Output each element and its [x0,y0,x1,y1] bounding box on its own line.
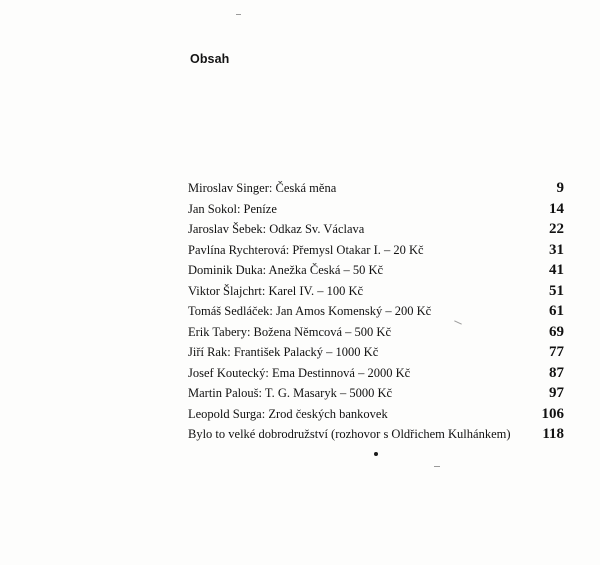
toc-entry-title: Josef Koutecký: Ema Destinnová – 2000 Kč [188,365,411,380]
toc-entry-page: 22 [549,221,564,237]
toc-entry-title: Erik Tabery: Božena Němcová – 500 Kč [188,324,391,339]
toc-entry-page: 61 [549,303,564,319]
toc-entry-page: 77 [549,344,564,360]
toc-entry-page: 69 [549,323,564,340]
toc-entry-title: Bylo to velké dobrodružství (rozhovor s Oldřichem Kulhánkem) [188,427,511,441]
toc-entry [188,322,564,343]
toc-entry-page: 41 [549,262,564,278]
toc-entry-title: Jiří Rak: František Palacký – 1000 Kč [188,345,379,359]
toc-entry-page: 9 [556,180,564,196]
toc-entry [188,178,564,199]
toc-entry-title: Martin Palouš: T. G. Masaryk – 5000 Kč [188,386,393,400]
toc-entry [188,199,564,220]
toc-entry [188,363,564,384]
toc-entry [188,404,564,425]
toc-entry-page: 31 [549,241,564,258]
toc-entry-title: Leopold Surga: Zrod českých bankovek [188,406,388,421]
toc-entry [188,301,564,322]
table-of-contents [188,178,564,445]
toc-entry-title: Miroslav Singer: Česká měna [188,181,337,195]
contents-heading: Obsah [190,52,230,66]
toc-entry-page: 14 [549,200,564,217]
toc-entry-page: 51 [549,282,564,299]
scan-speck [434,466,440,467]
toc-entry [188,240,564,261]
toc-entry-page: 118 [542,426,564,442]
scan-speck [236,14,241,15]
toc-entry [188,219,564,240]
toc-entry-title: Pavlína Rychterová: Přemysl Otakar I. – 20 Kč [188,242,424,257]
toc-entry-title: Tomáš Sedláček: Jan Amos Komenský – 200 Kč [188,304,432,318]
toc-entry [188,383,564,404]
toc-entry-title: Jan Sokol: Peníze [188,201,277,216]
toc-entry-page: 106 [541,405,564,422]
toc-entry [188,281,564,302]
toc-entry-page: 97 [549,385,564,401]
toc-entry [188,424,564,445]
end-ornament-dot [374,452,378,456]
toc-entry-title: Jaroslav Šebek: Odkaz Sv. Václava [188,222,365,236]
toc-entry [188,260,564,281]
toc-entry [188,342,564,363]
toc-entry-page: 87 [549,364,564,381]
toc-entry-title: Viktor Šlajchrt: Karel IV. – 100 Kč [188,283,364,298]
toc-entry-title: Dominik Duka: Anežka Česká – 50 Kč [188,263,384,277]
